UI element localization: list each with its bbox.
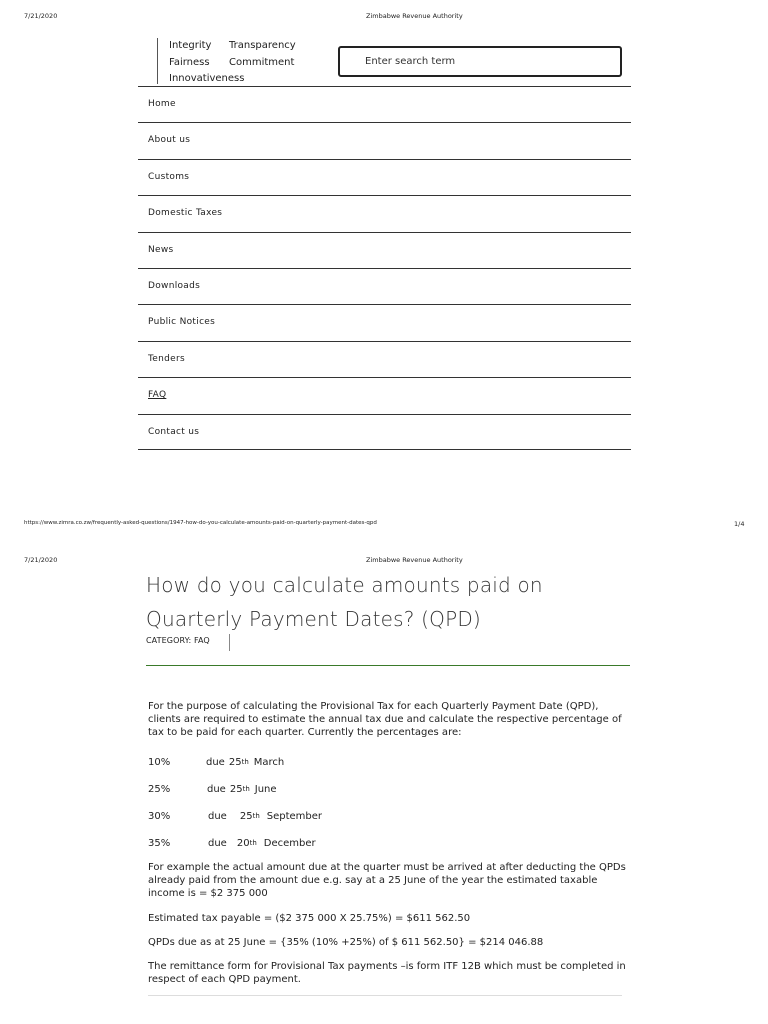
schedule-suffix: th bbox=[252, 812, 260, 820]
print-date: 7/21/2020 bbox=[24, 556, 58, 564]
value-transparency: Transparency bbox=[229, 40, 296, 51]
schedule-suffix: th bbox=[241, 758, 249, 766]
schedule-row bbox=[148, 834, 628, 850]
intro-paragraph: For the purpose of calculating the Provisional Tax for each Quarterly Payment Date (QPD), clients are required to estimate the annual tax due and calculate the respective percentage of tax to be paid for each quarter. Currently the percentages are: bbox=[148, 701, 622, 738]
schedule-month: March bbox=[253, 757, 285, 768]
schedule-due: due bbox=[208, 838, 227, 849]
qpds-due-line: QPDs due as at 25 June = {35% (10% +25%) of $ 611 562.50} = $214 046.88 bbox=[148, 937, 544, 948]
value-fairness: Fairness bbox=[169, 56, 210, 68]
values-list bbox=[157, 38, 307, 84]
main-nav bbox=[138, 86, 631, 450]
nav-label: Public Notices bbox=[148, 317, 216, 328]
nav-faq[interactable] bbox=[138, 377, 631, 413]
remittance-paragraph: The remittance form for Provisional Tax payments –is form ITF 12B which must be completed in respect of each QPD payment. bbox=[148, 961, 626, 985]
page-number: 1/4 bbox=[734, 520, 745, 528]
article-body bbox=[148, 700, 628, 996]
nav-about-us[interactable] bbox=[138, 122, 631, 158]
schedule-month: June bbox=[254, 784, 277, 795]
schedule-due: due bbox=[206, 757, 225, 768]
title-divider bbox=[146, 665, 630, 666]
nav-label: Home bbox=[148, 99, 176, 109]
nav-downloads[interactable] bbox=[138, 268, 631, 304]
nav-domestic-taxes[interactable] bbox=[138, 195, 631, 231]
print-site-title: Zimbabwe Revenue Authority bbox=[366, 12, 463, 20]
schedule-month: September bbox=[266, 811, 323, 822]
value-commitment: Commitment bbox=[229, 56, 295, 68]
schedule-month: December bbox=[263, 838, 316, 849]
nav-home[interactable] bbox=[138, 86, 631, 122]
category-divider bbox=[229, 634, 230, 651]
schedule-suffix: th bbox=[249, 839, 257, 847]
nav-contact-us[interactable] bbox=[138, 414, 631, 450]
schedule-day: 25 bbox=[239, 811, 253, 822]
nav-label: Domestic Taxes bbox=[148, 208, 223, 219]
print-date: 7/21/2020 bbox=[24, 12, 58, 20]
nav-label: Customs bbox=[148, 171, 190, 182]
nav-customs[interactable] bbox=[138, 159, 631, 195]
nav-public-notices[interactable] bbox=[138, 304, 631, 340]
nav-label: News bbox=[148, 244, 174, 255]
schedule-suffix: th bbox=[242, 785, 250, 793]
article-title-line: How do you calculate amounts paid on bbox=[146, 573, 543, 597]
value-innovativeness: Innovativeness bbox=[169, 73, 245, 84]
schedule-pct: 30% bbox=[148, 811, 171, 822]
nav-label: Downloads bbox=[148, 280, 201, 291]
print-site-title: Zimbabwe Revenue Authority bbox=[366, 556, 463, 564]
value-integrity: Integrity bbox=[169, 40, 212, 51]
print-url: https://www.zimra.co.zw/frequently-asked-questions/1947-how-do-you-calculate-amounts-paid-on-quarterly-payment-dates-qpd bbox=[24, 520, 377, 526]
estimated-tax-line: Estimated tax payable = ($2 375 000 X 25.75%) = $611 562.50 bbox=[148, 913, 471, 924]
schedule-row bbox=[148, 753, 628, 769]
nav-tenders[interactable] bbox=[138, 341, 631, 377]
nav-label: About us bbox=[148, 135, 191, 146]
category-label[interactable]: CATEGORY: FAQ bbox=[146, 636, 210, 645]
nav-label: Tenders bbox=[148, 353, 185, 364]
article-title-line: Quarterly Payment Dates? (QPD) bbox=[146, 607, 481, 631]
schedule-pct: 10% bbox=[148, 757, 171, 768]
schedule-row bbox=[148, 780, 628, 796]
bottom-divider bbox=[148, 995, 622, 996]
example-paragraph: For example the actual amount due at the quarter must be arrived at after deducting the QPDs already paid from the amount due e.g. say at a 25 June of the year the estimated taxable income is = $2 375 000 bbox=[148, 862, 626, 899]
schedule-pct: 25% bbox=[148, 784, 171, 795]
nav-news[interactable] bbox=[138, 232, 631, 268]
schedule-pct: 35% bbox=[148, 838, 171, 849]
nav-label: FAQ bbox=[148, 390, 167, 401]
schedule-due: due bbox=[208, 811, 227, 822]
schedule-day: 20 bbox=[236, 838, 250, 849]
schedule-day: 25 bbox=[228, 757, 242, 768]
schedule-row bbox=[148, 807, 628, 823]
article-title bbox=[146, 568, 616, 636]
schedule-day: 25 bbox=[229, 784, 243, 795]
search-input[interactable]: Enter search term bbox=[338, 46, 622, 77]
schedule-due: due bbox=[207, 784, 226, 795]
nav-label: Contact us bbox=[148, 426, 200, 437]
